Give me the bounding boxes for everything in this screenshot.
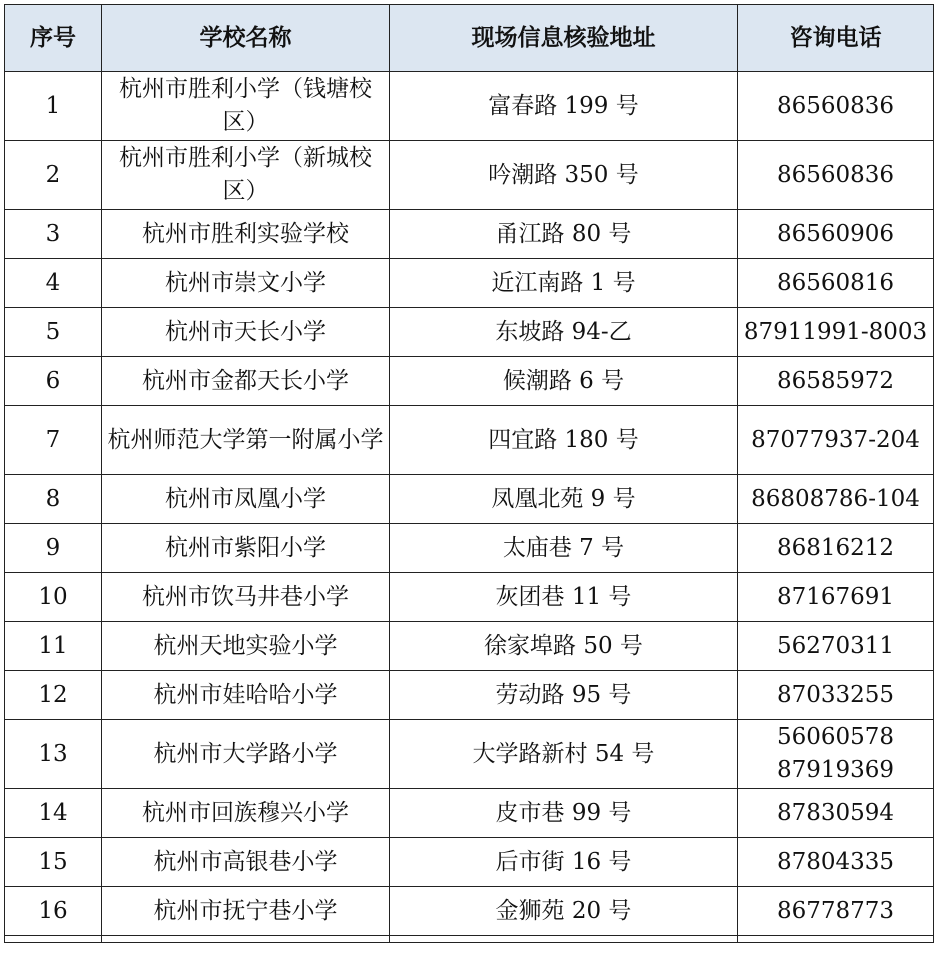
cell-phone <box>738 838 934 887</box>
table-row <box>5 524 934 573</box>
phone-number: 86560836 <box>776 161 895 188</box>
phone-number: 86816212 <box>776 534 895 561</box>
cell-address: 劳动路 95 号 <box>390 671 738 720</box>
phone-number: 86560836 <box>776 92 895 119</box>
cell-address: 徐家埠路 50 号 <box>390 622 738 671</box>
cell-phone <box>738 406 934 475</box>
cell-school-name: 杭州市崇文小学 <box>102 259 390 308</box>
header-row <box>5 5 934 72</box>
cell-school-name: 杭州市金都天长小学 <box>102 357 390 406</box>
cell-index: 15 <box>5 838 102 887</box>
cell-school-name: 杭州市娃哈哈小学 <box>102 671 390 720</box>
header-verification-address: 现场信息核验地址 <box>390 5 738 72</box>
cell-index: 14 <box>5 789 102 838</box>
cell-phone <box>738 887 934 936</box>
cell-address: 灰团巷 11 号 <box>390 573 738 622</box>
header-index: 序号 <box>5 5 102 72</box>
cell-index: 8 <box>5 475 102 524</box>
cell-address: 吟潮路 350 号 <box>390 141 738 210</box>
cell-index: 11 <box>5 622 102 671</box>
cell-school-name: 杭州市天长小学 <box>102 308 390 357</box>
header-school-name: 学校名称 <box>102 5 390 72</box>
cell-index: 7 <box>5 406 102 475</box>
phone-number: 87804335 <box>776 848 895 875</box>
table-row <box>5 475 934 524</box>
phone-number: 87167691 <box>776 583 895 610</box>
phone-number: 87919369 <box>776 757 895 783</box>
cell-index: 10 <box>5 573 102 622</box>
table-row <box>5 789 934 838</box>
table-row <box>5 72 934 141</box>
cell-index: 1 <box>5 72 102 141</box>
cell-phone <box>738 259 934 308</box>
cell-empty <box>102 936 390 943</box>
cell-phone <box>738 622 934 671</box>
cell-address: 金狮苑 20 号 <box>390 887 738 936</box>
cell-index: 9 <box>5 524 102 573</box>
phone-number: 87911991-8003 <box>743 318 928 345</box>
cell-empty <box>390 936 738 943</box>
cell-empty <box>5 936 102 943</box>
table-row <box>5 887 934 936</box>
cell-address: 甬江路 80 号 <box>390 210 738 259</box>
cell-index: 6 <box>5 357 102 406</box>
table-row <box>5 720 934 789</box>
cell-index: 12 <box>5 671 102 720</box>
phone-number: 86585972 <box>776 367 895 394</box>
cell-phone <box>738 789 934 838</box>
cell-school-name: 杭州市饮马井巷小学 <box>102 573 390 622</box>
header-phone: 咨询电话 <box>738 5 934 72</box>
cell-phone <box>738 475 934 524</box>
cell-school-name: 杭州市高银巷小学 <box>102 838 390 887</box>
table-row-cut-off <box>5 936 934 943</box>
cell-index: 2 <box>5 141 102 210</box>
cell-phone <box>738 671 934 720</box>
phone-number: 87077937-204 <box>751 426 920 453</box>
table-body <box>5 72 934 943</box>
cell-address: 大学路新村 54 号 <box>390 720 738 789</box>
cell-phone <box>738 141 934 210</box>
phone-number: 87830594 <box>776 799 895 826</box>
cell-phone <box>738 524 934 573</box>
table-row <box>5 308 934 357</box>
cell-index: 4 <box>5 259 102 308</box>
table-row <box>5 357 934 406</box>
phone-number: 56060578 <box>776 724 895 750</box>
cell-address: 东坡路 94-乙 <box>390 308 738 357</box>
table-row <box>5 210 934 259</box>
cell-phone <box>738 357 934 406</box>
cell-address: 凤凰北苑 9 号 <box>390 475 738 524</box>
table-header <box>5 5 934 72</box>
cell-school-name: 杭州师范大学第一附属小学 <box>102 406 390 475</box>
phone-number: 86560816 <box>776 269 895 296</box>
cell-phone <box>738 573 934 622</box>
cell-address: 候潮路 6 号 <box>390 357 738 406</box>
cell-phone <box>738 720 934 789</box>
cell-school-name: 杭州市抚宁巷小学 <box>102 887 390 936</box>
phone-number: 86778773 <box>776 897 895 924</box>
cell-school-name: 杭州市凤凰小学 <box>102 475 390 524</box>
cell-phone <box>738 308 934 357</box>
cell-school-name: 杭州市大学路小学 <box>102 720 390 789</box>
phone-number: 86808786-104 <box>751 485 920 512</box>
cell-index: 3 <box>5 210 102 259</box>
cell-school-name: 杭州市胜利小学（钱塘校区） <box>102 72 390 141</box>
table-row <box>5 573 934 622</box>
cell-address: 近江南路 1 号 <box>390 259 738 308</box>
table-row <box>5 259 934 308</box>
cell-school-name: 杭州市胜利小学（新城校区） <box>102 141 390 210</box>
phone-number: 86560906 <box>776 220 895 247</box>
cell-address: 后市街 16 号 <box>390 838 738 887</box>
cell-index: 5 <box>5 308 102 357</box>
phone-number: 87033255 <box>776 681 895 708</box>
cell-empty <box>738 936 934 943</box>
cell-school-name: 杭州市胜利实验学校 <box>102 210 390 259</box>
cell-school-name: 杭州市回族穆兴小学 <box>102 789 390 838</box>
table-row <box>5 406 934 475</box>
cell-school-name: 杭州市紫阳小学 <box>102 524 390 573</box>
phone-number: 56270311 <box>776 632 895 659</box>
table-row <box>5 622 934 671</box>
cell-address: 皮市巷 99 号 <box>390 789 738 838</box>
cell-school-name: 杭州天地实验小学 <box>102 622 390 671</box>
cell-phone <box>738 210 934 259</box>
cell-phone <box>738 72 934 141</box>
table-row <box>5 141 934 210</box>
cell-address: 四宜路 180 号 <box>390 406 738 475</box>
cell-index: 13 <box>5 720 102 789</box>
table-row <box>5 671 934 720</box>
cell-index: 16 <box>5 887 102 936</box>
cell-address: 富春路 199 号 <box>390 72 738 141</box>
table-row <box>5 838 934 887</box>
cell-address: 太庙巷 7 号 <box>390 524 738 573</box>
school-info-table <box>4 4 934 943</box>
